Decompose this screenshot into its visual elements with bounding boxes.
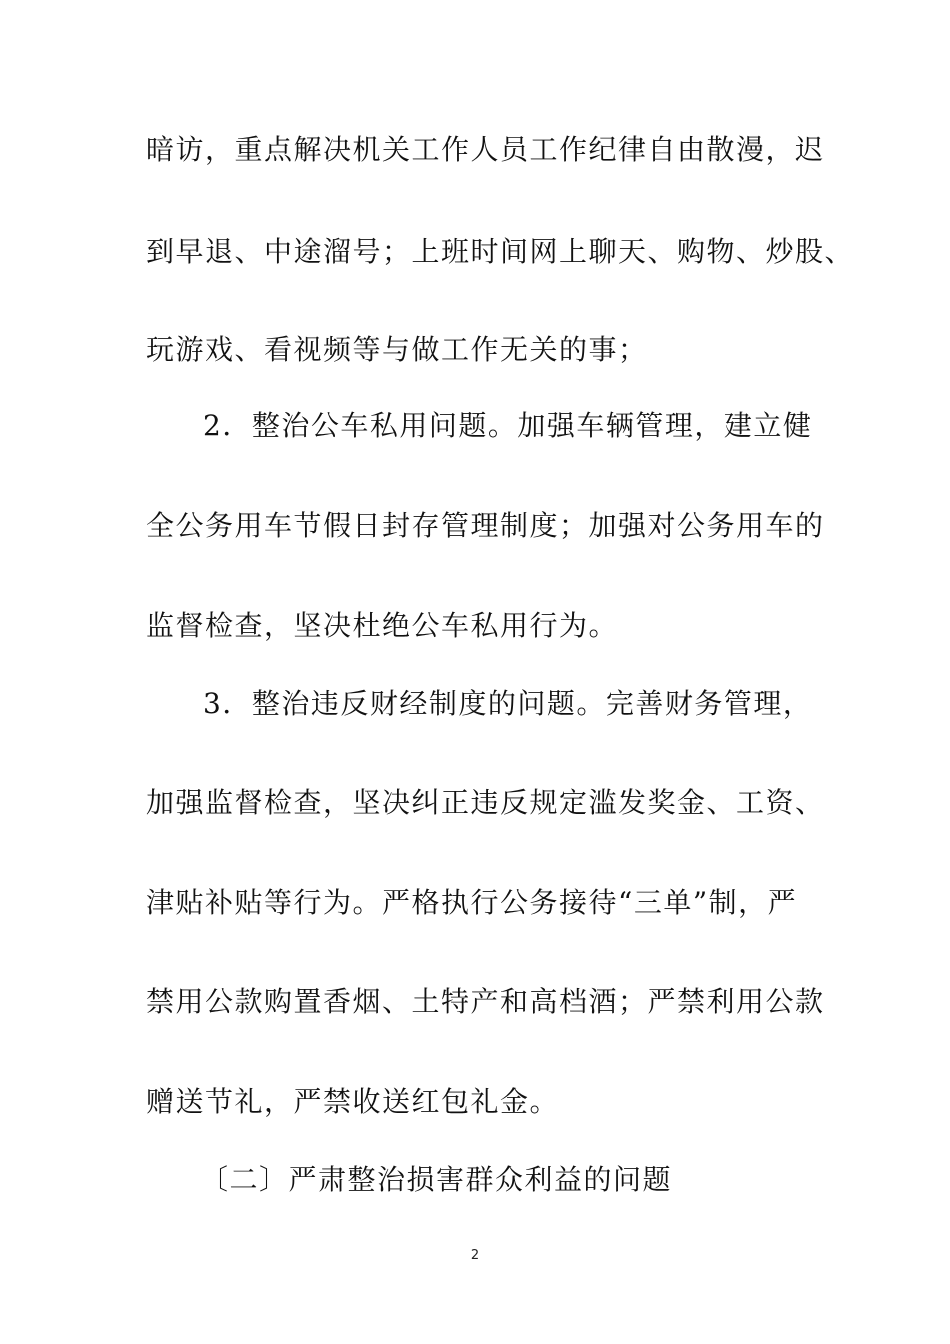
paragraph-start-line: 2．整治公车私用问题。加强车辆管理，建立健: [203, 409, 813, 442]
text-line: 赠送节礼，严禁收送红包礼金。: [146, 1085, 560, 1118]
text-line: 全公务用车节假日封存管理制度；加强对公务用车的: [146, 509, 825, 542]
text-line: 禁用公款购置香烟、土特产和高档酒；严禁利用公款: [146, 985, 825, 1018]
text-line: 加强监督检查，坚决纠正违反规定滥发奖金、工资、: [146, 786, 825, 819]
page-number: 2: [470, 1248, 480, 1263]
paragraph-start-line: 3．整治违反财经制度的问题。完善财务管理，: [203, 687, 813, 720]
text-line: 到早退、中途溜号；上班时间网上聊天、购物、炒股、: [146, 235, 855, 268]
section-heading: 〔二〕严肃整治损害群众利益的问题: [200, 1163, 673, 1196]
text-line: 监督检查，坚决杜绝公车私用行为。: [146, 609, 619, 642]
text-line: 玩游戏、看视频等与做工作无关的事；: [146, 333, 648, 366]
text-line: 暗访，重点解决机关工作人员工作纪律自由散漫，迟: [146, 133, 825, 166]
text-line: 津贴补贴等行为。严格执行公务接待“三单”制，严: [146, 886, 798, 919]
